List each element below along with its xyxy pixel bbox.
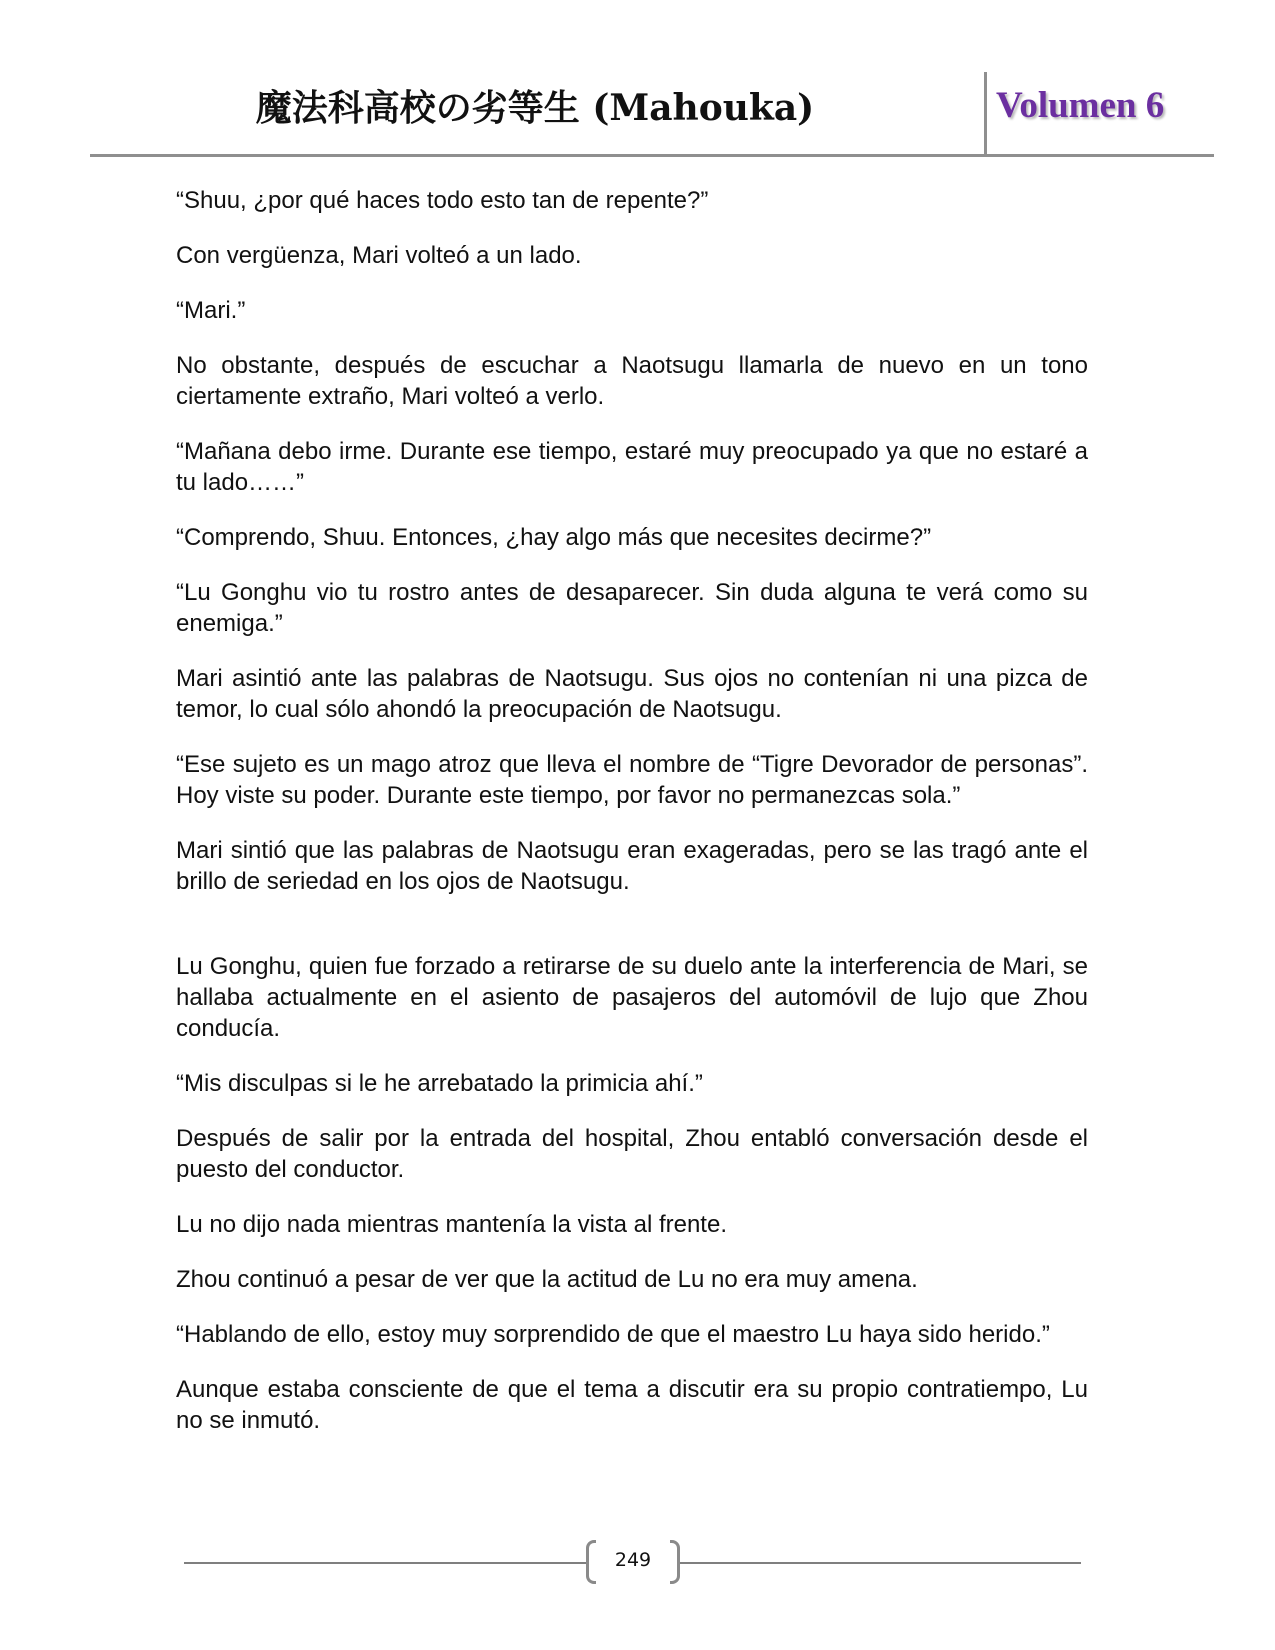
paragraph: Con vergüenza, Mari volteó a un lado. <box>176 242 582 269</box>
paragraph: Mari sintió que las palabras de Naotsugu eran exageradas, pero se las tragó ante el brillo de seriedad en los ojos de Naotsugu. <box>176 837 1088 895</box>
paragraph: “Hablando de ello, estoy muy sorprendido de que el maestro Lu haya sido herido.” <box>176 1321 1050 1348</box>
header-rule <box>90 154 1214 157</box>
page-number: 249 <box>614 1549 652 1571</box>
footer-rule-right <box>680 1562 1081 1564</box>
book-title: 魔法科高校の劣等生 (Mahouka) <box>255 87 815 129</box>
paragraph: Lu Gonghu, quien fue forzado a retirarse de su duelo ante la interferencia de Mari, se hallaba actualmente en el asiento de pasajeros del automóvil de lujo que Zhou conducía. <box>176 953 1088 1042</box>
paragraph: “Mañana debo irme. Durante ese tiempo, estaré muy preocupado ya que no estaré a tu lado……” <box>176 438 1088 496</box>
paragraph: Zhou continuó a pesar de ver que la actitud de Lu no era muy amena. <box>176 1266 918 1293</box>
paragraph: “Ese sujeto es un mago atroz que lleva el nombre de “Tigre Devorador de personas”. Hoy viste su poder. Durante este tiempo, por favor no permanezcas sola.” <box>176 751 1088 809</box>
footer-rule-left <box>184 1562 586 1564</box>
page-number-bracket-left <box>586 1540 596 1584</box>
paragraph: “Comprendo, Shuu. Entonces, ¿hay algo más que necesites decirme?” <box>176 524 932 551</box>
paragraph: Después de salir por la entrada del hospital, Zhou entabló conversación desde el puesto del conductor. <box>176 1125 1088 1183</box>
page-body <box>176 185 1088 1460</box>
page-header <box>0 0 1275 160</box>
paragraph: Mari asintió ante las palabras de Naotsugu. Sus ojos no contenían ni una pizca de temor, lo cual sólo ahondó la preocupación de Naotsugu. <box>176 665 1088 723</box>
paragraph: Lu no dijo nada mientras mantenía la vista al frente. <box>176 1211 727 1238</box>
paragraph: “Mis disculpas si le he arrebatado la primicia ahí.” <box>176 1070 703 1097</box>
paragraph: No obstante, después de escuchar a Naotsugu llamarla de nuevo en un tono ciertamente extraño, Mari volteó a verlo. <box>176 352 1088 410</box>
header-divider <box>984 72 987 156</box>
paragraph: “Mari.” <box>176 297 246 324</box>
paragraph: “Shuu, ¿por qué haces todo esto tan de repente?” <box>176 187 709 214</box>
volume-label: Volumen 6 <box>996 85 1165 126</box>
page-number-bracket-right <box>670 1540 680 1584</box>
paragraph: “Lu Gonghu vio tu rostro antes de desaparecer. Sin duda alguna te verá como su enemiga.” <box>176 579 1088 637</box>
paragraph: Aunque estaba consciente de que el tema a discutir era su propio contratiempo, Lu no se inmutó. <box>176 1376 1088 1434</box>
